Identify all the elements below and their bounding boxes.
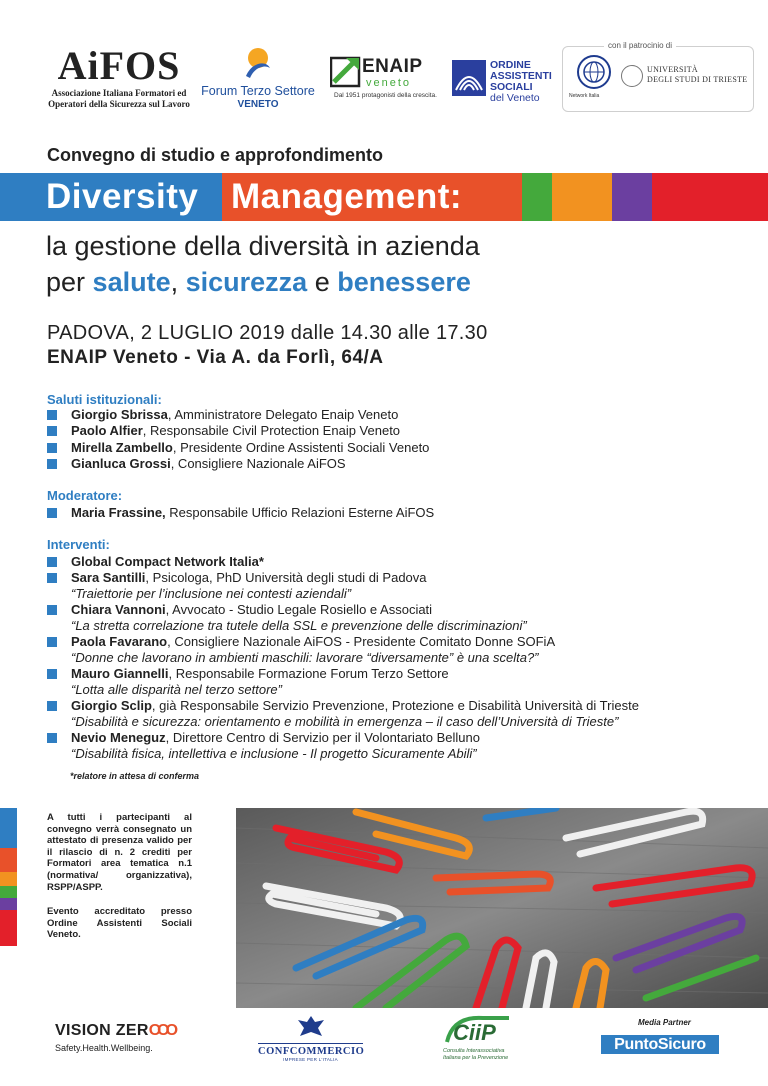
intervento-talk-title: “Disabilità e sicurezza: orientamento e mobilità in emergenza – il caso dell’Università di Trieste” [71,714,619,729]
bullet-square-icon [47,459,57,469]
ordine-line4: del Veneto [490,92,540,104]
title-diversity: Diversity [46,177,199,216]
intervento-item: Mauro Giannelli, Responsabile Formazione Forum Terzo Settore [47,666,449,682]
event-venue: ENAIP Veneto - Via A. da Forlì, 64/A [47,347,384,368]
bullet-square-icon [47,426,57,436]
forum-terzo-settore-name: Forum Terzo Settore [201,84,315,98]
moderatore-heading: Moderatore: [47,488,123,503]
aifos-logo [44,43,194,110]
aifos-logo-subtitle: Associazione Italiana Formatori ed Operatori della Sicurezza sul Lavoro [48,88,190,109]
saluti-item: Giorgio Sbrissa, Amministratore Delegato Enaip Veneto [47,407,398,423]
intervento-talk-title: “Lotta alle disparità nel terzo settore” [71,682,282,697]
side-stripe-green [0,886,17,898]
enaip-arrow-icon [330,54,362,88]
bullet-square-icon [47,573,57,583]
enaip-tagline: Dal 1951 protagonisti della crescita. [334,92,437,99]
ordine-text [490,60,552,104]
vision-zero-subtitle: Safety.Health.Wellbeing. [55,1043,153,1053]
side-stripe-red [0,910,17,946]
university-line1: UNIVERSITÀ [647,65,698,74]
title-bar-orange [552,173,612,221]
patrocinio-label: con il patrocinio di [604,41,676,50]
subtitle-line1: la gestione della diversità in azienda [46,231,480,261]
subtitle-e: e [314,267,330,297]
bullet-square-icon [47,701,57,711]
bullet-square-icon [47,637,57,647]
title-management: Management: [231,177,463,216]
subtitle-line2 [46,264,480,300]
subtitle-comma: , [170,267,179,297]
ordine-line3: SOCIALI [490,81,533,93]
forum-terzo-settore-logo [198,46,318,110]
ciip-mark [443,1014,513,1046]
ordine-emblem-icon [452,60,486,96]
side-stripe-blue [0,808,17,848]
confcommercio-eagle-icon [296,1014,326,1038]
university-line2: DEGLI STUDI DI TRIESTE [647,75,748,84]
puntosicuro-logo: PuntoSicuro [601,1035,719,1054]
saluti-item: Mirella Zambello, Presidente Ordine Assistenti Sociali Veneto [47,440,429,456]
vision-zero-rings-icon: OOO [148,1022,175,1039]
global-compact-caption: Network Italia [569,93,600,99]
title-bar-purple [612,173,652,221]
subtitle-keyword-benessere: benessere [337,267,471,297]
enaip-region: veneto [366,77,412,89]
title-bar-green [522,173,552,221]
info-accreditamento: Evento accreditato presso Ordine Assistenti Sociali Veneto. [47,906,192,941]
ordine-line1: ORDINE [490,59,531,71]
ciip-logo [443,1014,553,1062]
intervento-talk-title: “La stretta correlazione tra tutele della SSL e prevenzione delle discriminazioni” [71,618,527,633]
bullet-square-icon [47,557,57,567]
interventi-heading: Interventi: [47,537,110,552]
ciip-acronym: CiiP [453,1020,496,1045]
side-stripe-orange-red [0,848,17,872]
saluti-heading: Saluti istituzionali: [47,392,162,407]
university-seal-icon [621,65,643,87]
paper-clips-photo [236,808,768,1008]
event-date: PADOVA, 2 LUGLIO 2019 dalle 14.30 alle 17.30 [47,322,488,344]
saluti-item: Paolo Alfier, Responsabile Civil Protection Enaip Veneto [47,423,400,439]
confcommercio-tagline: IMPRESE PER L'ITALIA [283,1057,338,1062]
bullet-square-icon [47,669,57,679]
title-bar-red [652,173,768,221]
intervento-item: Paola Favarano, Consigliere Nazionale AiFOS - Presidente Comitato Donne SOFiA [47,634,555,650]
intervento-item: Giorgio Sclip, già Responsabile Servizio Prevenzione, Protezione e Disabilità Università di Trieste [47,698,639,714]
intervento-talk-title: “Traiettorie per l’inclusione nei contesti aziendali” [71,586,352,601]
moderatore-item: Maria Frassine, Responsabile Ufficio Relazioni Esterne AiFOS [47,505,434,521]
side-stripe-orange [0,872,17,886]
university-name [647,65,747,85]
subtitle-keyword-salute: salute [92,267,171,297]
patrocinio-box [562,46,754,112]
enaip-name: ENAIP [362,56,423,77]
intervento-item: Nevio Meneguz, Direttore Centro di Servizio per il Volontariato Belluno [47,730,480,746]
vision-zero-logo [55,1022,174,1053]
bullet-square-icon [47,605,57,615]
info-attestato: A tutti i partecipanti al convegno verrà consegnato un attestato di presenza valido per il rilascio di n. 2 crediti per Formatori area tematica n.1 (normativa/ organizzativa), RSPP/ASPP. [47,812,192,893]
vision-zero-title: VISION ZEROOO [55,1022,175,1039]
side-stripe-purple [0,898,17,910]
bullet-square-icon [47,733,57,743]
aifos-logo-wordmark: AiFOS [57,43,181,88]
intervento-talk-title: “Disabilità fisica, intellettiva e inclusione - Il progetto Sicuramente Abili” [71,746,477,761]
event-subtitle [46,228,480,300]
interventi-footnote: *relatore in attesa di conferma [70,771,200,781]
media-partner-label: Media Partner [638,1018,691,1027]
global-compact-globe-icon [577,55,611,89]
event-kicker: Convegno di studio e approfondimento [47,145,383,165]
ciip-subtitle: Consulta Interassociativa Italiana per la Prevenzione [443,1048,509,1061]
intervento-item: Global Compact Network Italia* [47,554,264,570]
intervento-item: Chiara Vannoni, Avvocato - Studio Legale Rosiello e Associati [47,602,432,618]
subtitle-per: per [46,267,86,297]
saluti-item: Gianluca Grossi, Consigliere Nazionale AiFOS [47,456,346,472]
bullet-square-icon [47,410,57,420]
confcommercio-logo [258,1014,363,1062]
forum-terzo-settore-mark-icon [238,46,278,82]
bullet-square-icon [47,443,57,453]
subtitle-keyword-sicurezza: sicurezza [185,267,308,297]
bullet-square-icon [47,508,57,518]
intervento-item: Sara Santilli, Psicologa, PhD Università degli studi di Padova [47,570,427,586]
forum-terzo-settore-region: VENETO [237,99,279,110]
confcommercio-name: CONFCOMMERCIO [258,1043,363,1057]
ordine-line2: ASSISTENTI [490,70,552,82]
intervento-talk-title: “Donne che lavorano in ambienti maschili: lavorare “diversamente” è una scelta?” [71,650,539,665]
